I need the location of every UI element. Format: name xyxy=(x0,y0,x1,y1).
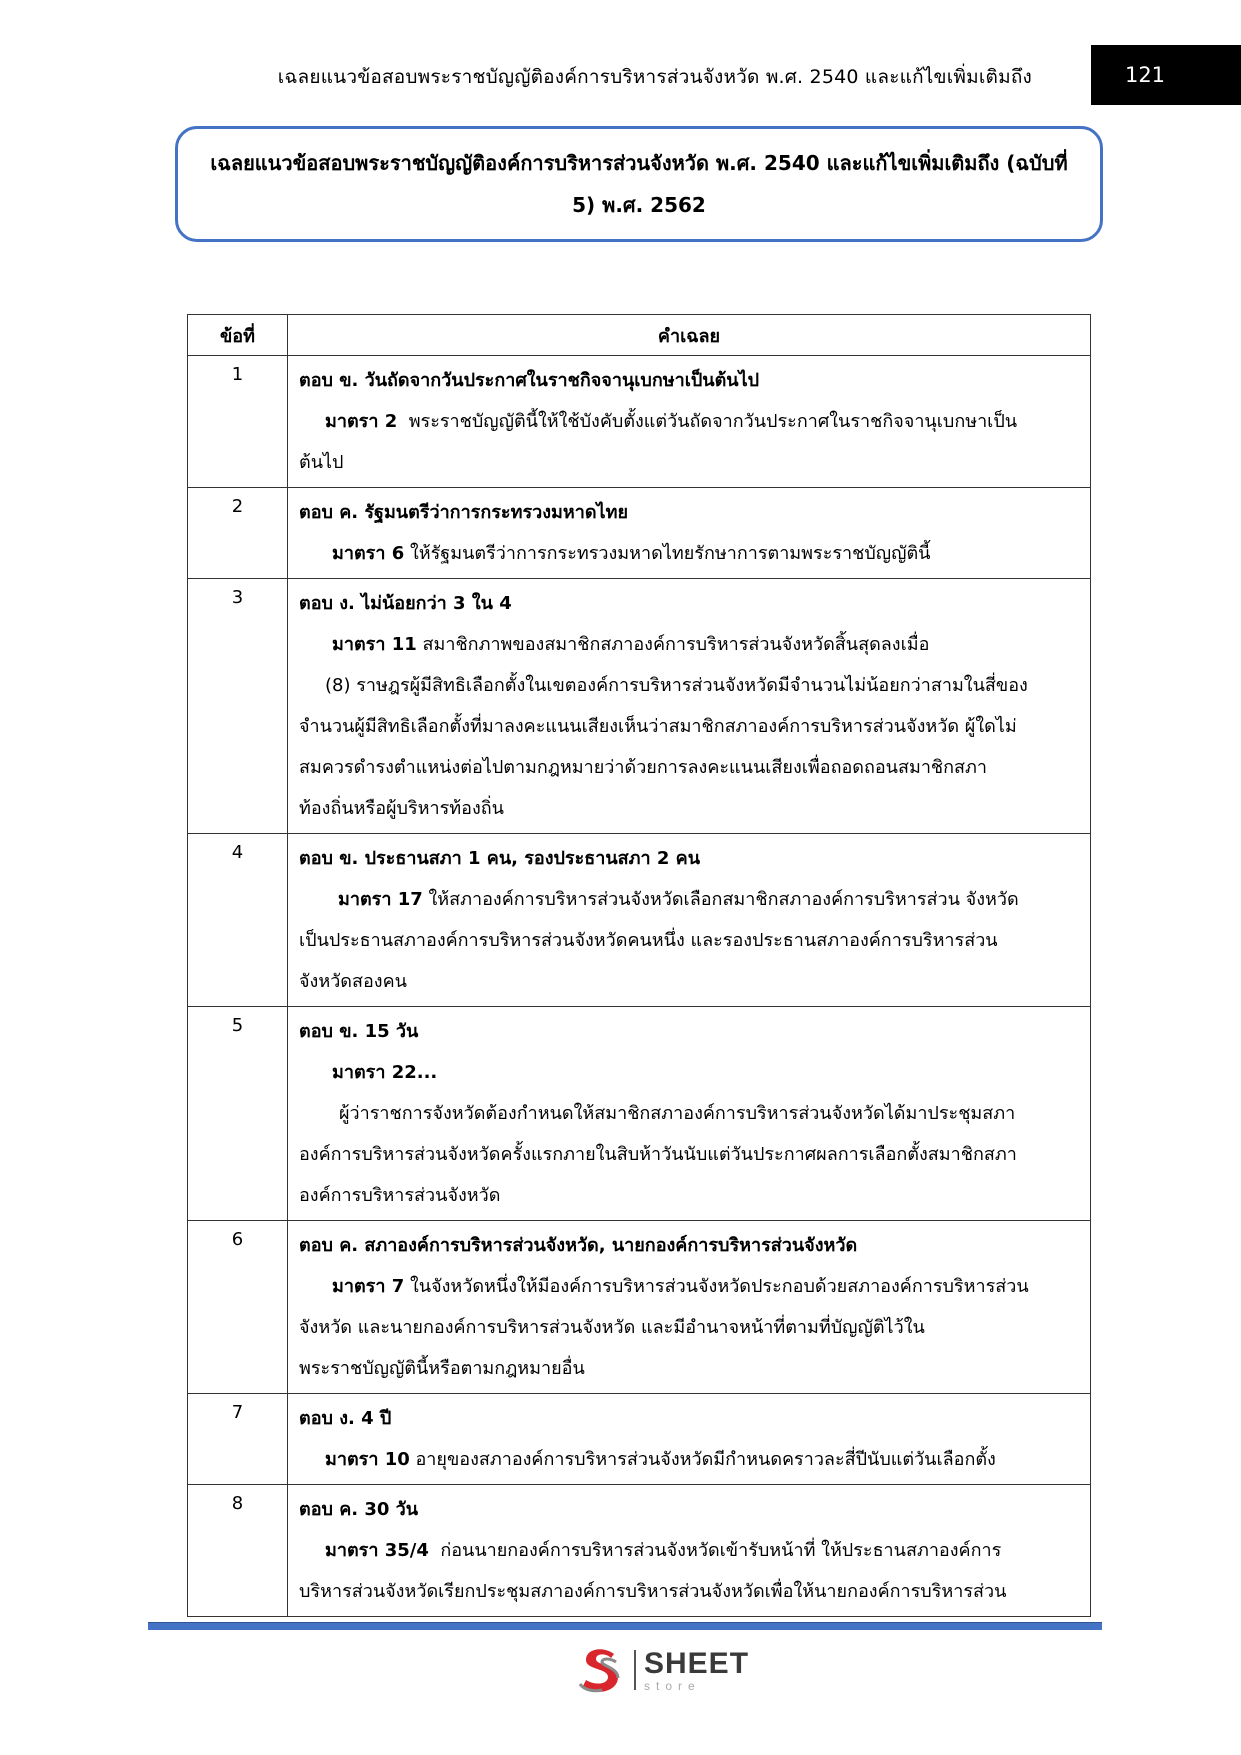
answer-table xyxy=(187,314,1091,1617)
law-section: มาตรา 22... xyxy=(332,1062,438,1083)
table-row xyxy=(188,1221,1091,1394)
law-text-line: จังหวัดสองคน xyxy=(299,971,407,992)
table-row xyxy=(188,834,1091,1007)
law-text xyxy=(299,401,1078,442)
law-section: มาตรา 11 xyxy=(332,634,417,655)
title-box xyxy=(175,126,1103,242)
answer-cell xyxy=(288,834,1091,1007)
answer-choice: ตอบ ข. 15 วัน xyxy=(299,1021,419,1042)
law-text-line: เป็นประธานสภาองค์การบริหารส่วนจังหวัดคนหนึ่ง และรองประธานสภาองค์การบริหารส่วน xyxy=(299,930,998,951)
law-text-line: ให้รัฐมนตรีว่าการกระทรวงมหาดไทยรักษาการตามพระราชบัญญัตินี้ xyxy=(409,543,931,564)
law-section: มาตรา 2 xyxy=(325,411,398,432)
answer-cell xyxy=(288,1485,1091,1617)
logo-brand-text: SHEET xyxy=(644,1646,750,1680)
sheet-store-logo xyxy=(574,1644,749,1696)
law-section: มาตรา 10 xyxy=(325,1449,410,1470)
row-number: 6 xyxy=(188,1221,288,1394)
footer-rule xyxy=(148,1622,1102,1630)
table-row xyxy=(188,579,1091,834)
answer-cell xyxy=(288,488,1091,579)
row-number: 3 xyxy=(188,579,288,834)
law-section: มาตรา 7 xyxy=(332,1276,405,1297)
document-title: เฉลยแนวข้อสอบพระราชบัญญัติองค์การบริหารส่วนจังหวัด พ.ศ. 2540 และแก้ไขเพิ่มเติมถึง (ฉบับที่ 5) พ.ศ. 2562 xyxy=(210,151,1068,217)
law-text-line: พระราชบัญญัตินี้ให้ใช้บังคับตั้งแต่วันถัดจากวันประกาศในราชกิจจานุเบกษาเป็น xyxy=(408,411,1018,432)
column-header-number: ข้อที่ xyxy=(188,315,288,356)
law-text-line: อายุของสภาองค์การบริหารส่วนจังหวัดมีกำหนดคราวละสี่ปีนับแต่วันเลือกตั้ง xyxy=(415,1449,996,1470)
answer-choice: ตอบ ค. 30 วัน xyxy=(299,1499,419,1520)
row-number: 4 xyxy=(188,834,288,1007)
row-number: 7 xyxy=(188,1394,288,1485)
answer-choice: ตอบ ข. ประธานสภา 1 คน, รองประธานสภา 2 คน xyxy=(299,848,701,869)
law-text-line: จังหวัด และนายกองค์การบริหารส่วนจังหวัด และมีอำนาจหน้าที่ตามที่บัญญัติไว้ใน xyxy=(299,1317,925,1338)
answer-cell xyxy=(288,579,1091,834)
law-text xyxy=(299,533,1078,574)
law-text-line: บริหารส่วนจังหวัดเรียกประชุมสภาองค์การบริหารส่วนจังหวัดเพื่อให้นายกองค์การบริหารส่วน xyxy=(299,1581,1007,1602)
law-text-line: ท้องถิ่นหรือผู้บริหารท้องถิ่น xyxy=(299,798,504,819)
table-row xyxy=(188,488,1091,579)
answer-cell xyxy=(288,1221,1091,1394)
logo-words xyxy=(644,1646,750,1693)
page-number: 121 xyxy=(1091,45,1241,105)
law-text-line: ต้นไป xyxy=(299,452,344,473)
answer-cell xyxy=(288,356,1091,488)
law-text-line: ก่อนนายกองค์การบริหารส่วนจังหวัดเข้ารับหน้าที่ ให้ประธานสภาองค์การ xyxy=(440,1540,1002,1561)
row-number: 2 xyxy=(188,488,288,579)
sheet-store-logo-icon xyxy=(574,1644,626,1696)
row-number: 1 xyxy=(188,356,288,488)
answer-choice: ตอบ ง. ไม่น้อยกว่า 3 ใน 4 xyxy=(299,593,512,614)
law-text xyxy=(299,1052,1078,1093)
logo-sub-text: store xyxy=(644,1678,701,1693)
law-text-line: ในจังหวัดหนึ่งให้มีองค์การบริหารส่วนจังหวัดประกอบด้วยสภาองค์การบริหารส่วน xyxy=(409,1276,1029,1297)
law-section: มาตรา 17 xyxy=(338,889,423,910)
answer-cell xyxy=(288,1394,1091,1485)
law-text-line: สมาชิกภาพของสมาชิกสภาองค์การบริหารส่วนจังหวัดสิ้นสุดลงเมื่อ xyxy=(422,634,930,655)
answer-choice: ตอบ ข. วันถัดจากวันประกาศในราชกิจจานุเบกษาเป็นต้นไป xyxy=(299,370,760,391)
law-text-line: องค์การบริหารส่วนจังหวัดครั้งแรกภายในสิบห้าวันนับแต่วันประกาศผลการเลือกตั้งสมาชิกสภา xyxy=(299,1144,1017,1165)
law-text-line: สมควรดำรงตำแหน่งต่อไปตามกฎหมายว่าด้วยการลงคะแนนเสียงเพื่อถอดถอนสมาชิกสภา xyxy=(299,757,988,778)
table-row xyxy=(188,1394,1091,1485)
table-row xyxy=(188,1007,1091,1221)
table-row xyxy=(188,356,1091,488)
column-header-answer: คำเฉลย xyxy=(288,315,1091,356)
table-row xyxy=(188,1485,1091,1617)
law-text xyxy=(299,879,1078,920)
law-text-line: ให้สภาองค์การบริหารส่วนจังหวัดเลือกสมาชิกสภาองค์การบริหารส่วน จังหวัด xyxy=(428,889,1019,910)
law-text xyxy=(299,1266,1078,1307)
row-number: 5 xyxy=(188,1007,288,1221)
law-section: มาตรา 6 xyxy=(332,543,405,564)
law-text-line: ผู้ว่าราชการจังหวัดต้องกำหนดให้สมาชิกสภาองค์การบริหารส่วนจังหวัดได้มาประชุมสภา xyxy=(339,1103,1016,1124)
law-section: มาตรา 35/4 xyxy=(325,1540,429,1561)
running-header: เฉลยแนวข้อสอบพระราชบัญญัติองค์การบริหารส่วนจังหวัด พ.ศ. 2540 และแก้ไขเพิ่มเติมถึง xyxy=(277,66,1032,88)
answer-choice: ตอบ ง. 4 ปี xyxy=(299,1408,392,1429)
law-text xyxy=(299,1530,1078,1571)
law-text xyxy=(299,624,1078,665)
answer-choice: ตอบ ค. สภาองค์การบริหารส่วนจังหวัด, นายกองค์การบริหารส่วนจังหวัด xyxy=(299,1235,858,1256)
logo-divider xyxy=(634,1650,636,1690)
law-text-line: จำนวนผู้มีสิทธิเลือกตั้งที่มาลงคะแนนเสียงเห็นว่าสมาชิกสภาองค์การบริหารส่วนจังหวัด ผู้ใดไม่ xyxy=(299,716,1017,737)
law-text-line: พระราชบัญญัตินี้หรือตามกฎหมายอื่น xyxy=(299,1358,585,1379)
table-header-row xyxy=(188,315,1091,356)
answer-cell xyxy=(288,1007,1091,1221)
row-number: 8 xyxy=(188,1485,288,1617)
answer-choice: ตอบ ค. รัฐมนตรีว่าการกระทรวงมหาดไทย xyxy=(299,502,629,523)
law-text xyxy=(299,1439,1078,1480)
law-text-line: องค์การบริหารส่วนจังหวัด xyxy=(299,1185,501,1206)
law-text-line: (8) ราษฎรผู้มีสิทธิเลือกตั้งในเขตองค์การบริหารส่วนจังหวัดมีจำนวนไม่น้อยกว่าสามในสี่ของ xyxy=(325,675,1028,696)
